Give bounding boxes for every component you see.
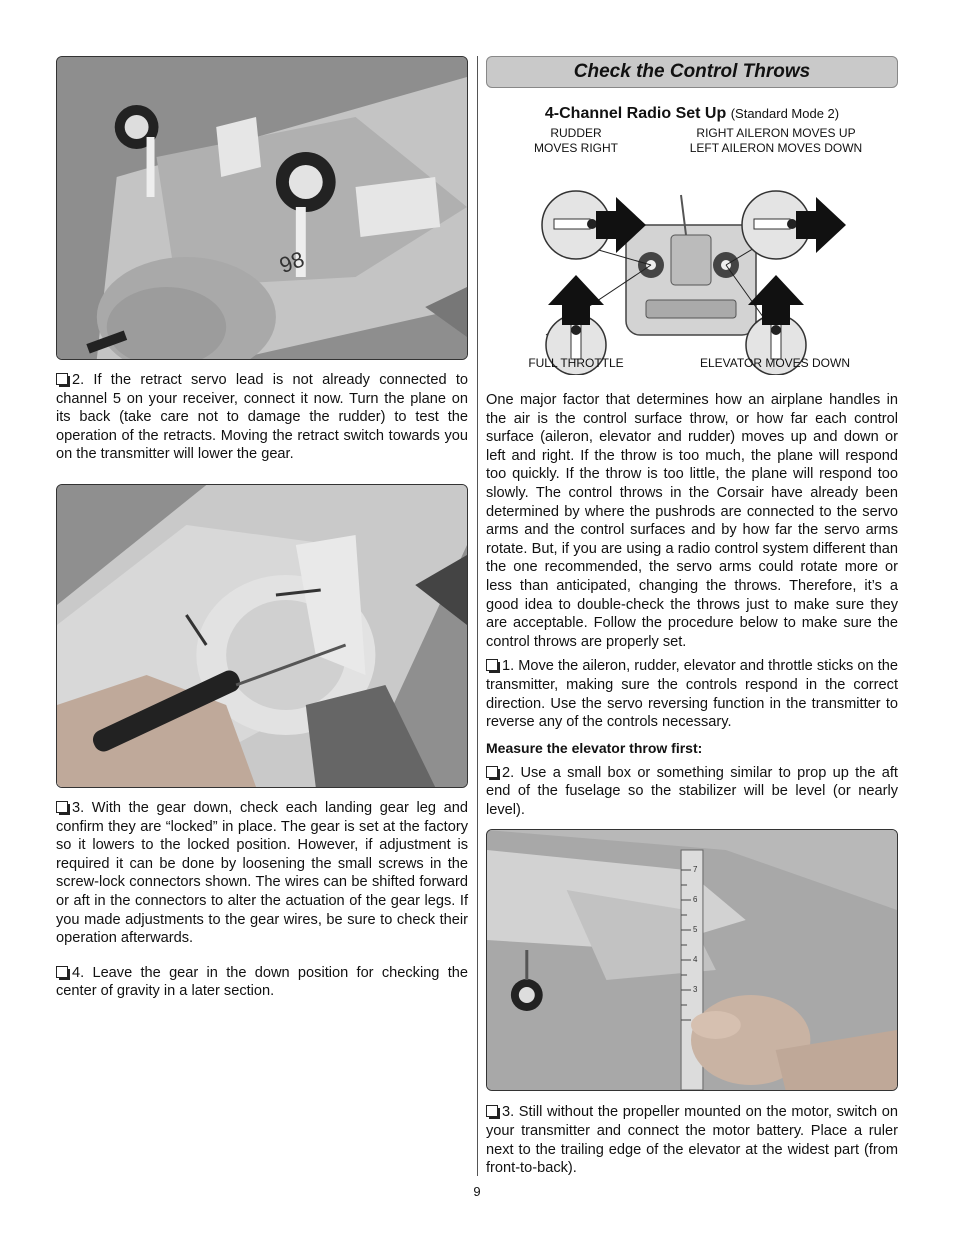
label-throttle: FULL THROTTLE xyxy=(528,356,624,370)
sub-title xyxy=(486,105,898,123)
step-1-content: 1. Move the aileron, rudder, elevator and throttle sticks on the transmitter, making sure the controls respond in the correct direction. Use the servo reversing function in the transmitter to reverse any of the controls necessary. xyxy=(486,658,898,731)
checkbox-icon[interactable] xyxy=(56,373,68,385)
step-1-text xyxy=(486,657,898,731)
step-3-content: 3. With the gear down, check each landing gear leg and confirm they are “locked” in place. The gear is set at the factory so it lowers to the locked position. However, if adjustment is required it can be done by loosening the small screws in the screw-lock connectors shown. The wires can be shifted forward or aft in the connectors to alter the actuation of the gear legs. If you made adjustments to the gear wires, be sure to check their operation afterwards. xyxy=(56,799,468,947)
checkbox-icon[interactable] xyxy=(486,659,498,671)
sub-title-note: (Standard Mode 2) xyxy=(730,106,840,121)
intro-paragraph: One major factor that determines how an airplane handles in the air is the control surface throw, or how far each control surface (aileron, elevator and rudder) moves up and down or left and right. If the throw is too much, the plane will respond too quickly. If the throw is too little, the plane will respond too slowly. The control throws in the Corsair have already been determined by where the pushrods are connected to the servo arms and the control surfaces and by how far the servo arms rotate. But, if you are using a radio control system different than the one recommended, the servo arms could rotate more or less than anticipated, changing the throws. Therefore, it’s a good idea to double-check the throws just to make sure they are acceptable. Follow the procedure below to make sure the control throws are properly set. xyxy=(486,392,898,650)
label-aileron: RIGHT AILERON MOVES UP LEFT AILERON MOVES DOWN xyxy=(689,126,863,155)
step-3-right-content: 3. Still without the propeller mounted on the motor, switch on your transmitter and connect the motor battery. Place a ruler next to the trailing edge of the elevator at the widest part (from front-to-back). xyxy=(486,1104,898,1177)
page-number: 9 xyxy=(473,1184,481,1199)
ruler-mark-label: 5 xyxy=(692,925,698,935)
column-divider xyxy=(477,56,478,1176)
checkbox-icon[interactable] xyxy=(56,966,68,978)
photo-retract-gear xyxy=(56,56,468,360)
step-2-content: 2. If the retract servo lead is not already connected to channel 5 on your receiver, connect it now. Turn the plane on its back (take care not to damage the rudder) to test the operation of the retracts. Moving the retract switch towards you on the transmitter will lower the gear. xyxy=(56,372,468,463)
checkbox-icon[interactable] xyxy=(56,801,68,813)
label-elevator: ELEVATOR MOVES DOWN xyxy=(699,356,851,370)
section-title: Check the Control Throws xyxy=(486,56,898,88)
photo-elevator-ruler xyxy=(486,829,898,1091)
step-4-text xyxy=(56,964,468,1001)
ruler-mark-label: 6 xyxy=(692,895,698,905)
step-2-right-text xyxy=(486,764,898,820)
checkbox-icon[interactable] xyxy=(486,766,498,778)
ruler-mark-label: 3 xyxy=(692,985,698,995)
aileron-stick-icon xyxy=(742,191,846,259)
right-column xyxy=(486,56,898,1178)
fuselage-number: 98 xyxy=(276,246,308,279)
step-3-text xyxy=(56,799,468,948)
photo-screw-lock xyxy=(56,484,468,788)
measure-heading: Measure the elevator throw first: xyxy=(486,739,703,756)
step-3-right-text xyxy=(486,1103,898,1177)
label-rudder: RUDDER MOVES RIGHT xyxy=(533,126,618,155)
checkbox-icon[interactable] xyxy=(486,1105,498,1117)
transmitter-illustration xyxy=(486,125,898,375)
sub-title-main: 4-Channel Radio Set Up xyxy=(544,105,727,122)
radio-setup-diagram xyxy=(486,125,898,375)
ruler-mark-label: 4 xyxy=(692,955,698,965)
step-2-text xyxy=(56,371,468,464)
step-4-content: 4. Leave the gear in the down position for checking the center of gravity in a later section. xyxy=(56,964,468,1000)
left-column xyxy=(56,56,468,1001)
step-2-right-content: 2. Use a small box or something similar to prop up the aft end of the fuselage so the stabilizer will be level (or nearly level). xyxy=(486,764,898,818)
ruler-mark-label: 7 xyxy=(692,865,698,875)
